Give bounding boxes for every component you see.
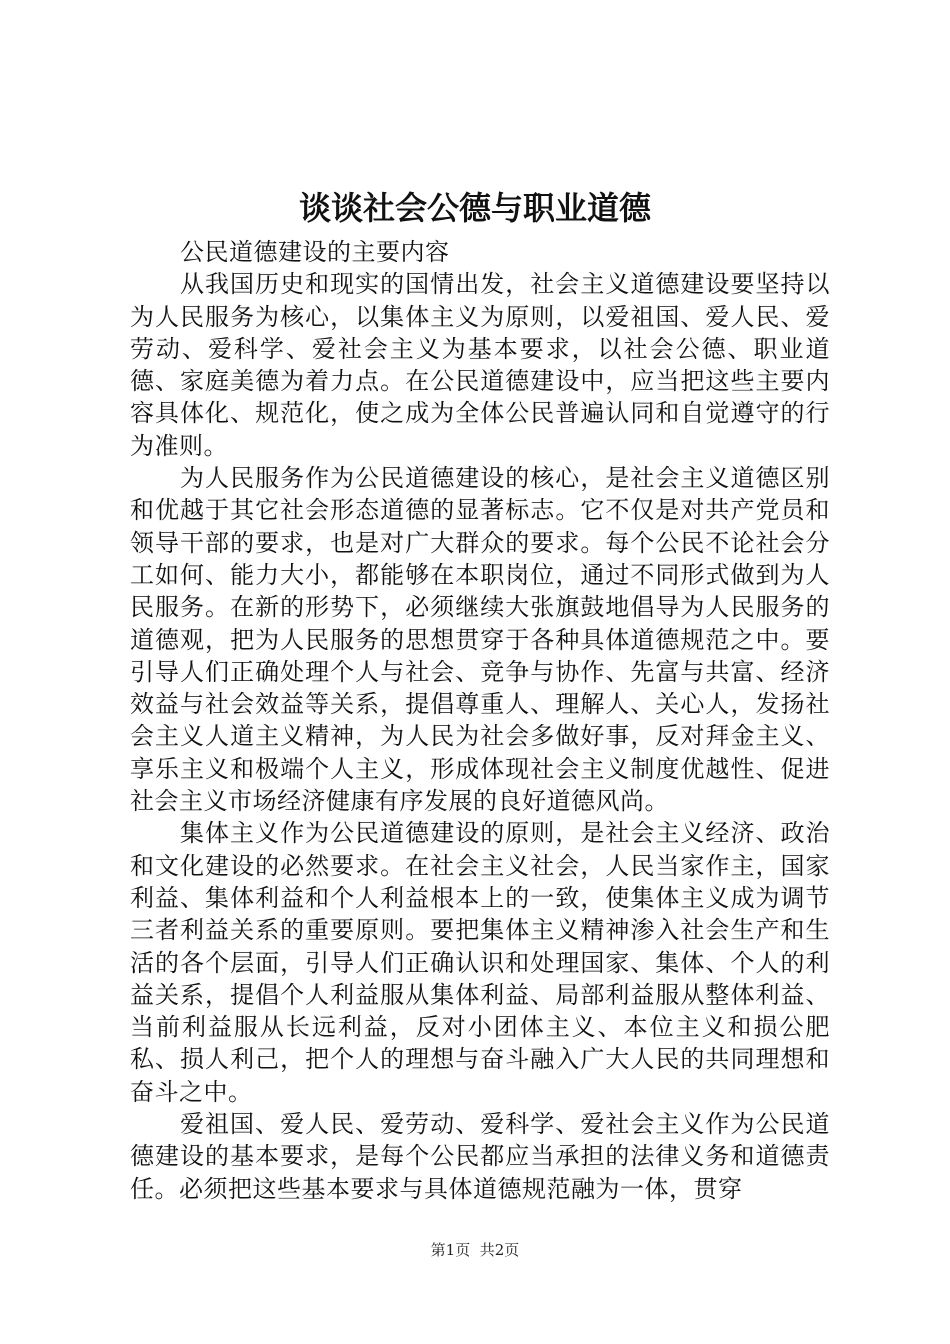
page-number: 第1页 xyxy=(430,1241,471,1259)
paragraph: 集体主义作为公民道德建设的原则，是社会主义经济、政治和文化建设的必然要求。在社会主义社会，人民当家作主，国家利益、集体利益和个人利益根本上的一致，使集体主义成为调节三者利益关系的重要原则。要把集体主义精神渗入社会生产和生活的各个层面，引导人们正确认识和处理国家、集体、个人的利益关系，提倡个人利益服从集体利益、局部利益服从整体利益、当前利益服从长远利益，反对小团体主义、本位主义和损公肥私、损人利己，把个人的理想与奋斗融入广大人民的共同理想和奋斗之中。 xyxy=(130,819,830,1106)
document-title: 谈谈社会公德与职业道德 xyxy=(298,189,651,227)
paragraph: 从我国历史和现实的国情出发，社会主义道德建设要坚持以为人民服务为核心，以集体主义为原则，以爱祖国、爱人民、爱劳动、爱科学、爱社会主义为基本要求，以社会公德、职业道德、家庭美德为着力点。在公民道德建设中，应当把这些主要内容具体化、规范化，使之成为全体公民普遍认同和自觉遵守的行为准则。 xyxy=(130,270,830,460)
section-heading: 公民道德建设的主要内容 xyxy=(180,238,450,266)
paragraph: 爱祖国、爱人民、爱劳动、爱科学、爱社会主义作为公民道德建设的基本要求，是每个公民都应当承担的法律义务和道德责任。必须把这些基本要求与具体道德规范融为一体，贯穿 xyxy=(130,1110,830,1203)
page-total: 共2页 xyxy=(479,1241,520,1259)
document-body xyxy=(130,236,830,1205)
page-footer xyxy=(0,1240,950,1260)
paragraph: 为人民服务作为公民道德建设的核心，是社会主义道德区别和优越于其它社会形态道德的显著标志。它不仅是对共产党员和领导干部的要求，也是对广大群众的要求。每个公民不论社会分工如何、能力大小，都能够在本职岗位，通过不同形式做到为人民服务。在新的形势下，必须继续大张旗鼓地倡导为人民服务的道德观，把为人民服务的思想贯穿于各种具体道德规范之中。要引导人们正确处理个人与社会、竞争与协作、先富与共富、经济效益与社会效益等关系，提倡尊重人、理解人、关心人，发扬社会主义人道主义精神，为人民为社会多做好事，反对拜金主义、享乐主义和极端个人主义，形成体现社会主义制度优越性、促进社会主义市场经济健康有序发展的良好道德风尚。 xyxy=(130,464,830,816)
